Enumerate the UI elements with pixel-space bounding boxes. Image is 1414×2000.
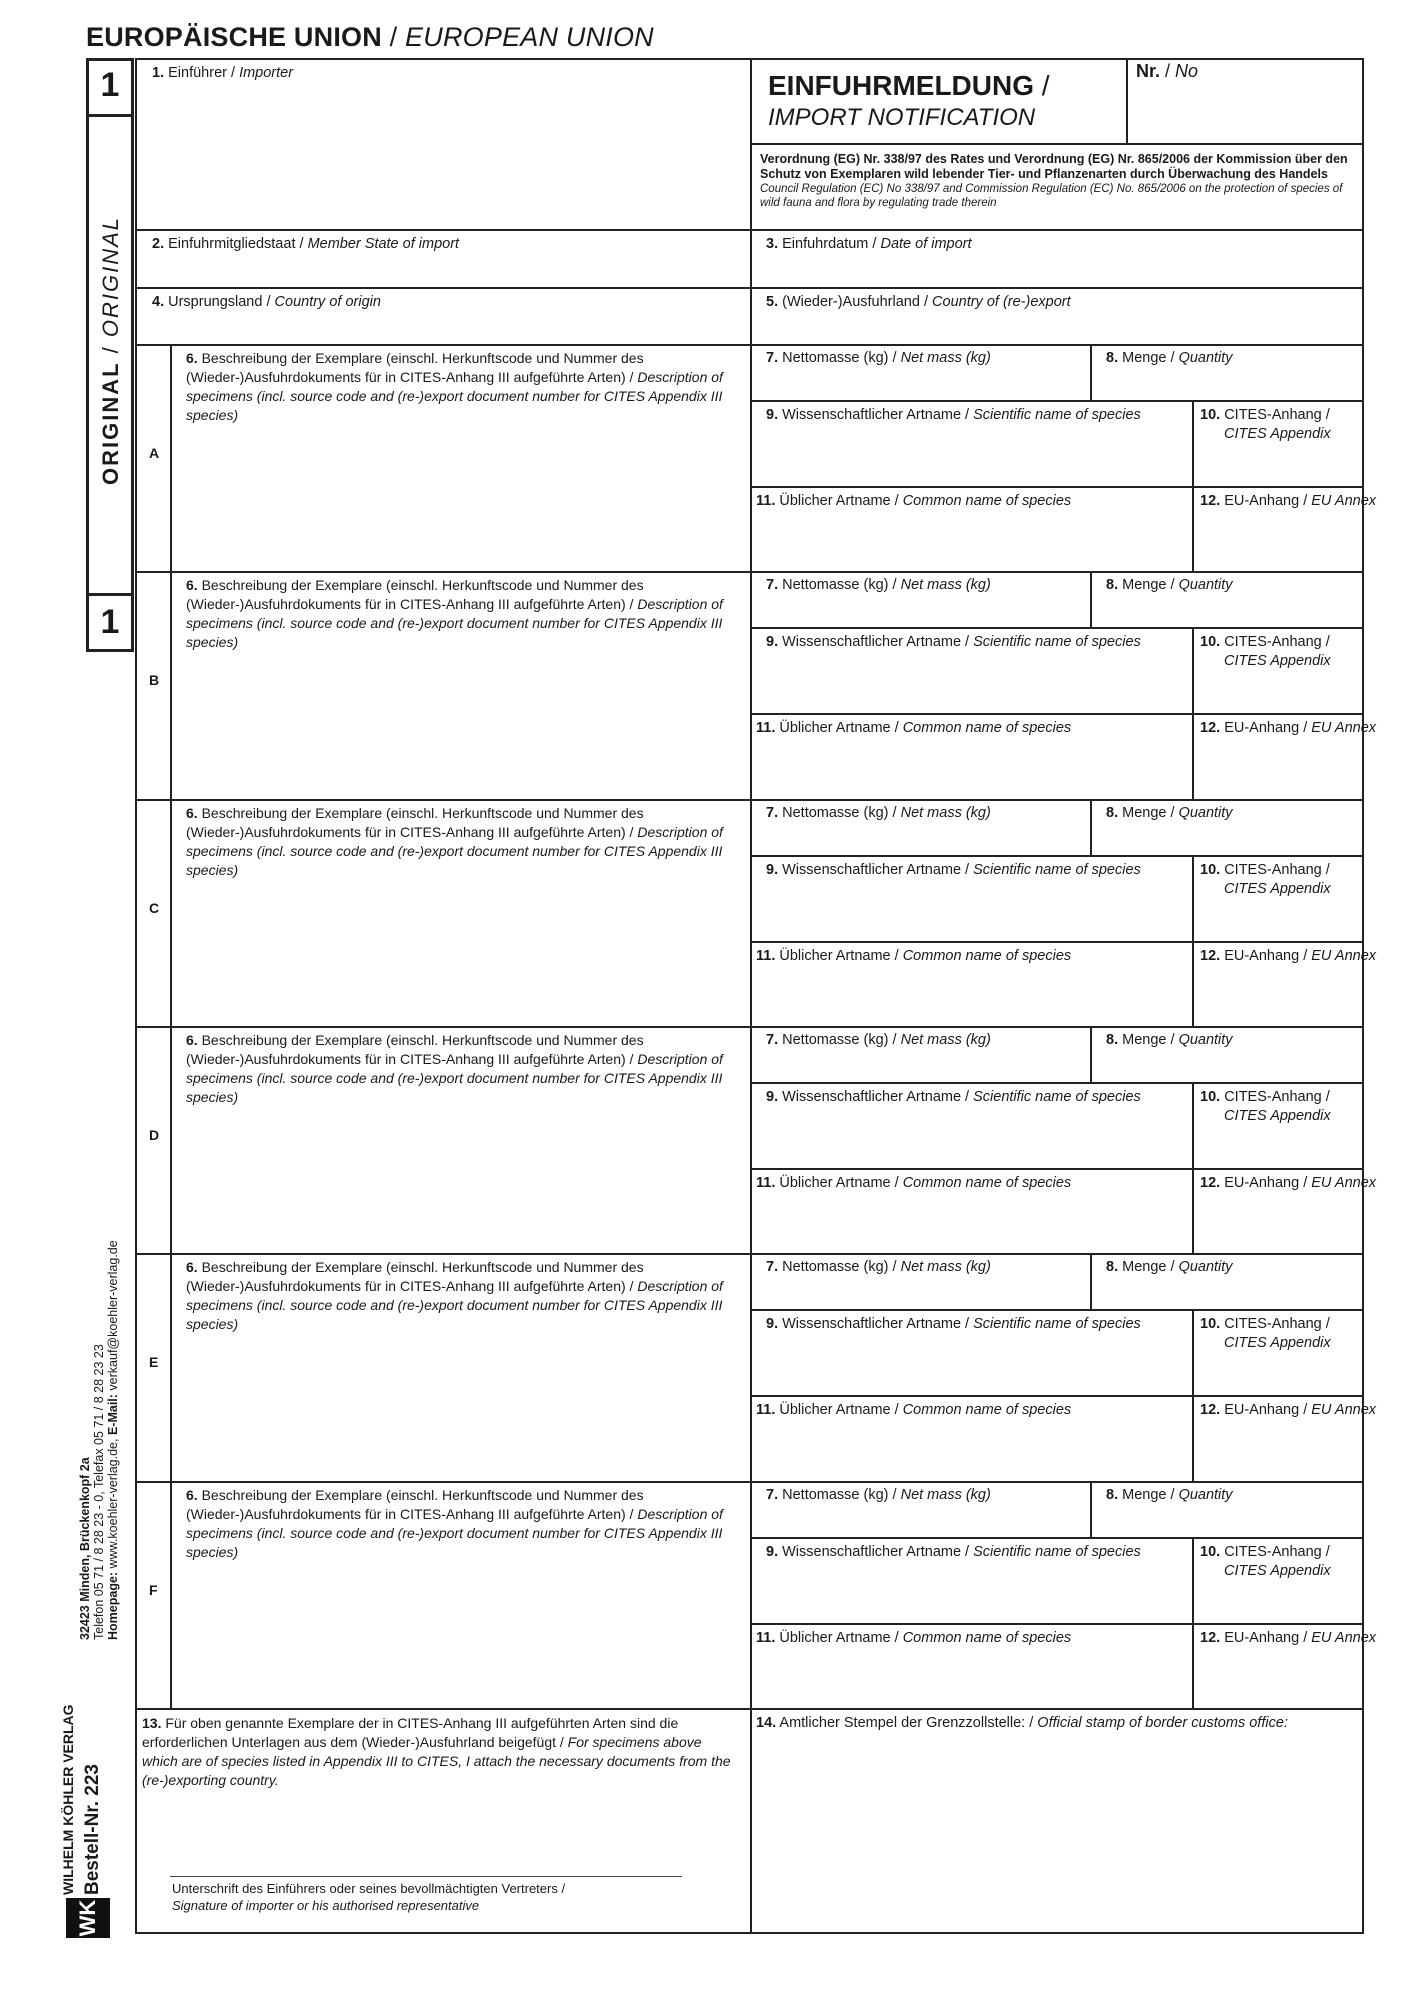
field-3-date-of-import[interactable]: 3. Einfuhrdatum / Date of import	[766, 236, 972, 252]
block-letter: F	[149, 1582, 158, 1598]
field-7-net-mass[interactable]: 7. Nettomasse (kg) / Net mass (kg)	[766, 1259, 991, 1275]
field-9-scientific-name[interactable]: 9. Wissenschaftlicher Artname / Scientific name of species	[766, 1089, 1141, 1105]
field-11-common-name[interactable]: 11. Üblicher Artname / Common name of species	[756, 1630, 1072, 1646]
field-2-member-state[interactable]: 2. Einfuhrmitgliedstaat / Member State of import	[152, 236, 460, 252]
field-13-signature[interactable]: Unterschrift des Einführers oder seines bevollmächtigten Vertreters / Signature of importer or his authorised representative	[172, 1881, 566, 1913]
field-8-quantity[interactable]: 8. Menge / Quantity	[1106, 805, 1233, 821]
field-14-customs-stamp[interactable]: 14. Amtlicher Stempel der Grenzzollstelle: / Official stamp of border customs office:	[756, 1715, 1288, 1731]
field-11-common-name[interactable]: 11. Üblicher Artname / Common name of species	[756, 1402, 1072, 1418]
field-8-quantity[interactable]: 8. Menge / Quantity	[1106, 350, 1233, 366]
original-label: ORIGINAL / ORIGINAL	[98, 215, 123, 485]
field-11-common-name[interactable]: 11. Üblicher Artname / Common name of species	[756, 493, 1072, 509]
block-letter: B	[149, 672, 160, 688]
field-8-quantity[interactable]: 8. Menge / Quantity	[1106, 1487, 1233, 1503]
block-letter: A	[149, 445, 160, 461]
field-10-cites-appendix[interactable]: 10. CITES-Anhang / CITES Appendix	[1200, 407, 1331, 442]
field-12-eu-annex[interactable]: 12. EU-Anhang / EU Annex	[1200, 1630, 1377, 1646]
field-10-cites-appendix[interactable]: 10. CITES-Anhang / CITES Appendix	[1200, 1316, 1331, 1351]
field-9-scientific-name[interactable]: 9. Wissenschaftlicher Artname / Scientific name of species	[766, 1316, 1141, 1332]
field-7-net-mass[interactable]: 7. Nettomasse (kg) / Net mass (kg)	[766, 805, 991, 821]
field-12-eu-annex[interactable]: 12. EU-Anhang / EU Annex	[1200, 948, 1377, 964]
union-en: EUROPEAN UNION	[405, 22, 654, 52]
field-9-scientific-name[interactable]: 9. Wissenschaftlicher Artname / Scientific name of species	[766, 407, 1141, 423]
regulation-text: Verordnung (EG) Nr. 338/97 des Rates und Verordnung (EG) Nr. 865/2006 der Kommission über den Schutz von Exemplaren wild lebender Tier- und Pflanzenarten durch Überwachung des Handels Council Regulation (EC) No 338/97 and Commission Regulation (EC) No. 865/2006 on the protection of species of wild fauna and flora by regulating trade therein	[760, 152, 1348, 209]
field-8-quantity[interactable]: 8. Menge / Quantity	[1106, 1259, 1233, 1275]
field-12-eu-annex[interactable]: 12. EU-Anhang / EU Annex	[1200, 1402, 1377, 1418]
field-7-net-mass[interactable]: 7. Nettomasse (kg) / Net mass (kg)	[766, 350, 991, 366]
field-12-eu-annex[interactable]: 12. EU-Anhang / EU Annex	[1200, 720, 1377, 736]
field-13-appendix-documents[interactable]: 13. Für oben genannte Exemplare der in CITES-Anhang III aufgeführten Arten sind die erforderlichen Unterlagen aus dem (Wieder-)Ausfuhrland beigefügt / For specimens above which are of species listed in Appendix III to CITES, I attach the necessary documents from the (re-)exporting country.	[142, 1715, 731, 1788]
field-6-description[interactable]: 6. Beschreibung der Exemplare (einschl. Herkunftscode und Nummer des (Wieder-)Ausfuhrdokuments für in CITES-Anhang III aufgeführte Arten) / Description of specimens (incl. source code and (re-)export document number for CITES Appendix III species)	[186, 350, 723, 423]
form-title: EINFUHRMELDUNG / IMPORT NOTIFICATION	[768, 70, 1050, 131]
block-letter: D	[149, 1127, 160, 1143]
field-9-scientific-name[interactable]: 9. Wissenschaftlicher Artname / Scientific name of species	[766, 634, 1141, 650]
union-de: EUROPÄISCHE UNION	[86, 22, 382, 52]
block-letter: C	[149, 900, 160, 916]
field-12-eu-annex[interactable]: 12. EU-Anhang / EU Annex	[1200, 493, 1377, 509]
field-10-cites-appendix[interactable]: 10. CITES-Anhang / CITES Appendix	[1200, 862, 1331, 897]
publisher-address: 32423 Minden, Brückenkopf 2a Telefon 05 71 / 8 28 23 - 0, Telefax 05 71 / 8 28 23 23 Homepage: www.koehler-verlag.de, E-Mail: verkauf@koehler-verlag.de	[78, 1240, 120, 1640]
block-letter: E	[149, 1354, 159, 1370]
union-header: EUROPÄISCHE UNION / EUROPEAN UNION	[86, 22, 654, 52]
field-9-scientific-name[interactable]: 9. Wissenschaftlicher Artname / Scientific name of species	[766, 862, 1141, 878]
field-10-cites-appendix[interactable]: 10. CITES-Anhang / CITES Appendix	[1200, 1089, 1331, 1124]
field-7-net-mass[interactable]: 7. Nettomasse (kg) / Net mass (kg)	[766, 1487, 991, 1503]
publisher-logo: WK	[66, 1898, 110, 1938]
field-11-common-name[interactable]: 11. Üblicher Artname / Common name of species	[756, 1175, 1072, 1191]
field-5-country-of-reexport[interactable]: 5. (Wieder-)Ausfuhrland / Country of (re-)export	[766, 294, 1071, 310]
field-7-net-mass[interactable]: 7. Nettomasse (kg) / Net mass (kg)	[766, 1032, 991, 1048]
publisher-name: WILHELM KÖHLER VERLAG	[60, 1704, 76, 1895]
field-4-country-of-origin[interactable]: 4. Ursprungsland / Country of origin	[152, 294, 381, 310]
field-12-eu-annex[interactable]: 12. EU-Anhang / EU Annex	[1200, 1175, 1377, 1191]
field-7-net-mass[interactable]: 7. Nettomasse (kg) / Net mass (kg)	[766, 577, 991, 593]
field-6-description[interactable]: 6. Beschreibung der Exemplare (einschl. Herkunftscode und Nummer des (Wieder-)Ausfuhrdokuments für in CITES-Anhang III aufgeführte Arten) / Description of specimens (incl. source code and (re-)export document number for CITES Appendix III species)	[186, 1032, 723, 1105]
field-10-cites-appendix[interactable]: 10. CITES-Anhang / CITES Appendix	[1200, 1544, 1331, 1579]
field-11-common-name[interactable]: 11. Üblicher Artname / Common name of species	[756, 948, 1072, 964]
field-8-quantity[interactable]: 8. Menge / Quantity	[1106, 1032, 1233, 1048]
copy-number-top: 1	[100, 66, 120, 104]
field-nr[interactable]: Nr. / No	[1136, 61, 1199, 81]
field-10-cites-appendix[interactable]: 10. CITES-Anhang / CITES Appendix	[1200, 634, 1331, 669]
field-6-description[interactable]: 6. Beschreibung der Exemplare (einschl. Herkunftscode und Nummer des (Wieder-)Ausfuhrdokuments für in CITES-Anhang III aufgeführte Arten) / Description of specimens (incl. source code and (re-)export document number for CITES Appendix III species)	[186, 577, 723, 650]
field-9-scientific-name[interactable]: 9. Wissenschaftlicher Artname / Scientific name of species	[766, 1544, 1141, 1560]
field-11-common-name[interactable]: 11. Üblicher Artname / Common name of species	[756, 720, 1072, 736]
field-1-importer[interactable]: 1. Einführer / Importer	[152, 65, 294, 81]
order-number: Bestell-Nr. 223	[82, 1764, 103, 1895]
field-6-description[interactable]: 6. Beschreibung der Exemplare (einschl. Herkunftscode und Nummer des (Wieder-)Ausfuhrdokuments für in CITES-Anhang III aufgeführte Arten) / Description of specimens (incl. source code and (re-)export document number for CITES Appendix III species)	[186, 1487, 723, 1560]
field-6-description[interactable]: 6. Beschreibung der Exemplare (einschl. Herkunftscode und Nummer des (Wieder-)Ausfuhrdokuments für in CITES-Anhang III aufgeführte Arten) / Description of specimens (incl. source code and (re-)export document number for CITES Appendix III species)	[186, 805, 723, 878]
field-8-quantity[interactable]: 8. Menge / Quantity	[1106, 577, 1233, 593]
field-6-description[interactable]: 6. Beschreibung der Exemplare (einschl. Herkunftscode und Nummer des (Wieder-)Ausfuhrdokuments für in CITES-Anhang III aufgeführte Arten) / Description of specimens (incl. source code and (re-)export document number for CITES Appendix III species)	[186, 1259, 723, 1332]
copy-number-bottom: 1	[100, 603, 120, 641]
